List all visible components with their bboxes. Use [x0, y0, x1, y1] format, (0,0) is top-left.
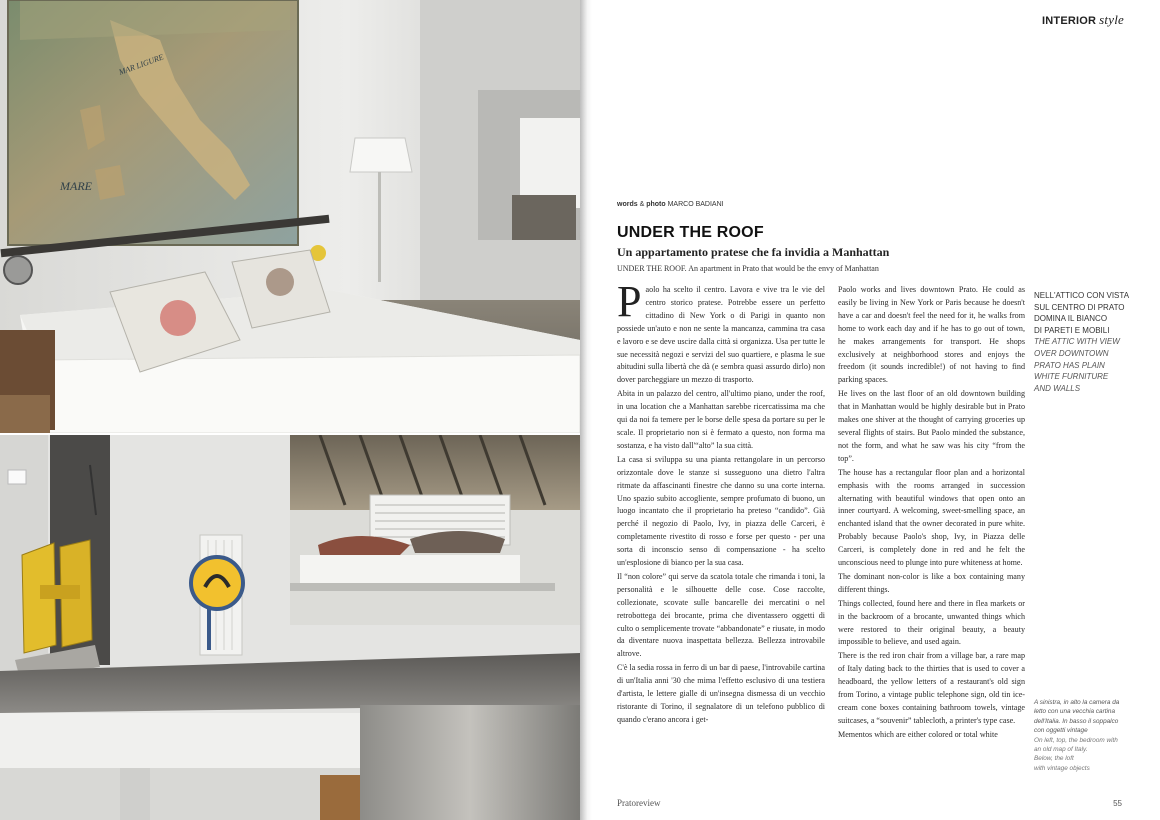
article-title: UNDER THE ROOF: [617, 224, 764, 241]
italian-text-column: [617, 277, 825, 728]
caption-line: dell'Italia. In basso il soppalco: [1034, 717, 1119, 725]
english-text-column: [838, 284, 1025, 743]
pull-quote-line: AND WALLS: [1034, 383, 1081, 393]
caption-italian: [1034, 698, 1130, 736]
caption-line: Below, the loft: [1034, 755, 1074, 763]
italian-paragraph-text: aolo ha scelto il centro. Lavora e vive tra le vie del centro storico pratese. Potrebbe essere un perfetto cittadino di New York o di Parigi in quanto non possiede un'auto e non ne sente la mancanza, cammina tra casa e lavoro e se deve uscire dalla città si organizza. Usa per tutte le sue necessità negozi e servizi del suo quartiere, e plasma le sue abitudini sulla libertà che dà (e sembra quasi assurdo dirlo) non dover parcheggiare un mezzo di trasporto.: [617, 285, 825, 385]
english-paragraph: There is the red iron chair from a village bar, a rare map of Italy dating back to the thirties that is used to cover a headboard, the yellow letters of a restaurant's old sign from Torino, a vintage public telephone sign, old tin ice-cream cone boxes containing bathroom towels, vintage suitcases, a “souvenir” tablecloth, a printer's type case.: [838, 651, 1025, 725]
italian-paragraph: La casa si sviluppa su una pianta rettangolare in un percorso orizzontale dove le stanze si susseguono una dietro l'altra ritmate da affascinanti finestre che danno su una corte interna. Uno spazio subito accogliente, sempre profumato di buono, un luogo incantato che il proprietario ha preteso “candido”. Già perché il negozio di Paolo, Ivy, in piazza delle Carceri, è completamente rivestito di rosso e forse per questo - per una sorta di inconscio senso di compensazione - ha scelto un'esplosione di bianco per la sua casa.: [617, 454, 825, 568]
pull-quote-line: OVER DOWNTOWN: [1034, 348, 1109, 358]
loft-photo: [0, 435, 580, 820]
pull-quote-italian: [1034, 290, 1130, 336]
credits-amp: &: [639, 201, 645, 208]
map-sea-label: MARE: [60, 179, 92, 193]
credits-photo-label: photo: [646, 201, 666, 208]
pull-quote-line: DOMINA IL BIANCO: [1034, 314, 1108, 324]
english-paragraph: Paolo works and lives downtown Prato. He could as easily be living in New York or Paris because he doesn't have a car and doesn't feel the need for it, he walks from home to work each day and if he has to go out of town, he makes arrangements for transport. He shops exclusively at neighborhood stores and enjoys the freedom (it sounds incredible!) of not having to find parking spaces.: [838, 285, 1025, 385]
english-paragraph: Things collected, found here and there in flea markets or in the backroom of a brocante, unwanted things which were restored to their original beauty, a beauty impossible to believe, and used again.: [838, 598, 1025, 647]
caption-line: an old map of Italy.: [1034, 746, 1088, 754]
pull-quote-english: [1034, 336, 1130, 394]
article-subtitle: Un appartamento pratese che fa invidia a Manhattan: [617, 245, 890, 259]
caption-line: letto con una vecchia cartina: [1034, 708, 1115, 716]
photo-caption: [1034, 698, 1130, 773]
bedroom-illustration: [0, 0, 580, 433]
section-style-label: style: [1099, 12, 1124, 27]
italian-paragraph: C'è la sedia rossa in ferro di un bar di paese, l'introvabile cartina di un'Italia anni '30 che mima l'effetto esclusivo di una testiera d'artista, le lettere gialle di un'insegna dismessa di un vecchio ristorante di Torino, il segnalatore di un telefono pubblico di quando c'erano ancora i get-: [617, 663, 825, 724]
caption-english: [1034, 736, 1130, 774]
section-header: [1042, 12, 1124, 28]
caption-line: with vintage objects: [1034, 764, 1090, 772]
credits-words-label: words: [617, 201, 638, 208]
drop-cap: P: [617, 277, 642, 326]
pull-quote-line: SUL CENTRO DI PRATO: [1034, 302, 1125, 312]
magazine-brand: Pratoreview: [617, 798, 661, 808]
caption-line: con oggetti vintage: [1034, 727, 1088, 735]
caption-line: A sinistra, in alto la camera da: [1034, 699, 1120, 706]
italian-paragraph: Abita in un palazzo del centro, all'ultimo piano, under the roof, in una location che a Manhattan sarebbe ricercatissima ma che qui da noi fa temere per le borse delle spesa da portare su per le scale. Il proprietario non si è fermato a questo, non forma ma sostanza, e ha visto dall'“alto” la sua città.: [617, 389, 825, 450]
section-label: INTERIOR: [1042, 15, 1097, 27]
article-credits: [617, 201, 724, 208]
page-gutter: [580, 0, 592, 820]
pull-quote-line: THE ATTIC WITH VIEW: [1034, 337, 1120, 347]
pull-quote-line: NELL'ATTICO CON VISTA: [1034, 291, 1130, 300]
italian-paragraph: [617, 277, 825, 387]
pull-quote-line: PRATO HAS PLAIN: [1034, 360, 1105, 370]
page-number: 55: [1113, 799, 1122, 808]
map-sea-label: MAR LIGURE: [117, 52, 165, 77]
credits-author: MARCO BADIANI: [667, 201, 724, 208]
pull-quote-line: DI PARETI E MOBILI: [1034, 325, 1110, 335]
english-paragraph: The dominant non-color is like a box containing many different things.: [838, 571, 1025, 594]
right-page-article: [592, 0, 1160, 820]
loft-illustration: [0, 435, 580, 820]
bedroom-photo: [0, 0, 580, 433]
english-paragraph: Mementos which are either colored or total white: [838, 729, 998, 739]
article-subtitle-english: UNDER THE ROOF. An apartment in Prato that would be the envy of Manhattan: [617, 264, 879, 273]
italian-paragraph: Il “non colore” qui serve da scatola totale che rimanda i toni, la personalità e le silhouette delle cose. Cose raccolte, collezionate, scovate sulle bancarelle dei mercatini o nel retrobottega dei brocante, prima che diventassero oggetti di culto o semplicemente trovate “abbandonate” e riusate, in modo da diventare nuova inaspettata bellezza. Bellezza introvabile altrove.: [617, 571, 825, 659]
english-paragraph: The house has a rectangular floor plan and a horizontal emphasis with the rooms arranged in succession alternating with beautiful windows that open onto an inner courtyard. A welcoming, sweet-smelling space, an enchanted island that the owner decorated in pure white. Probably because Paolo's shop, Ivy, in Piazza delle Carceri, is completely done in red and he felt the unconscious need to plunge into pure whiteness at home.: [838, 467, 1025, 568]
italy-map: [8, 0, 298, 245]
caption-line: On left, top, the bedroom with: [1034, 736, 1118, 744]
pull-quote-line: WHITE FURNITURE: [1034, 372, 1109, 382]
pull-quote: [1034, 290, 1130, 394]
english-paragraph: He lives on the last floor of an old downtown building that in Manhattan would be highly desirable but in Prato makes one shiver at the thought of carrying groceries up several flights of stairs. But Paolo minded the substance, not the form, and what he saw was his city “from the top”.: [838, 389, 1025, 463]
